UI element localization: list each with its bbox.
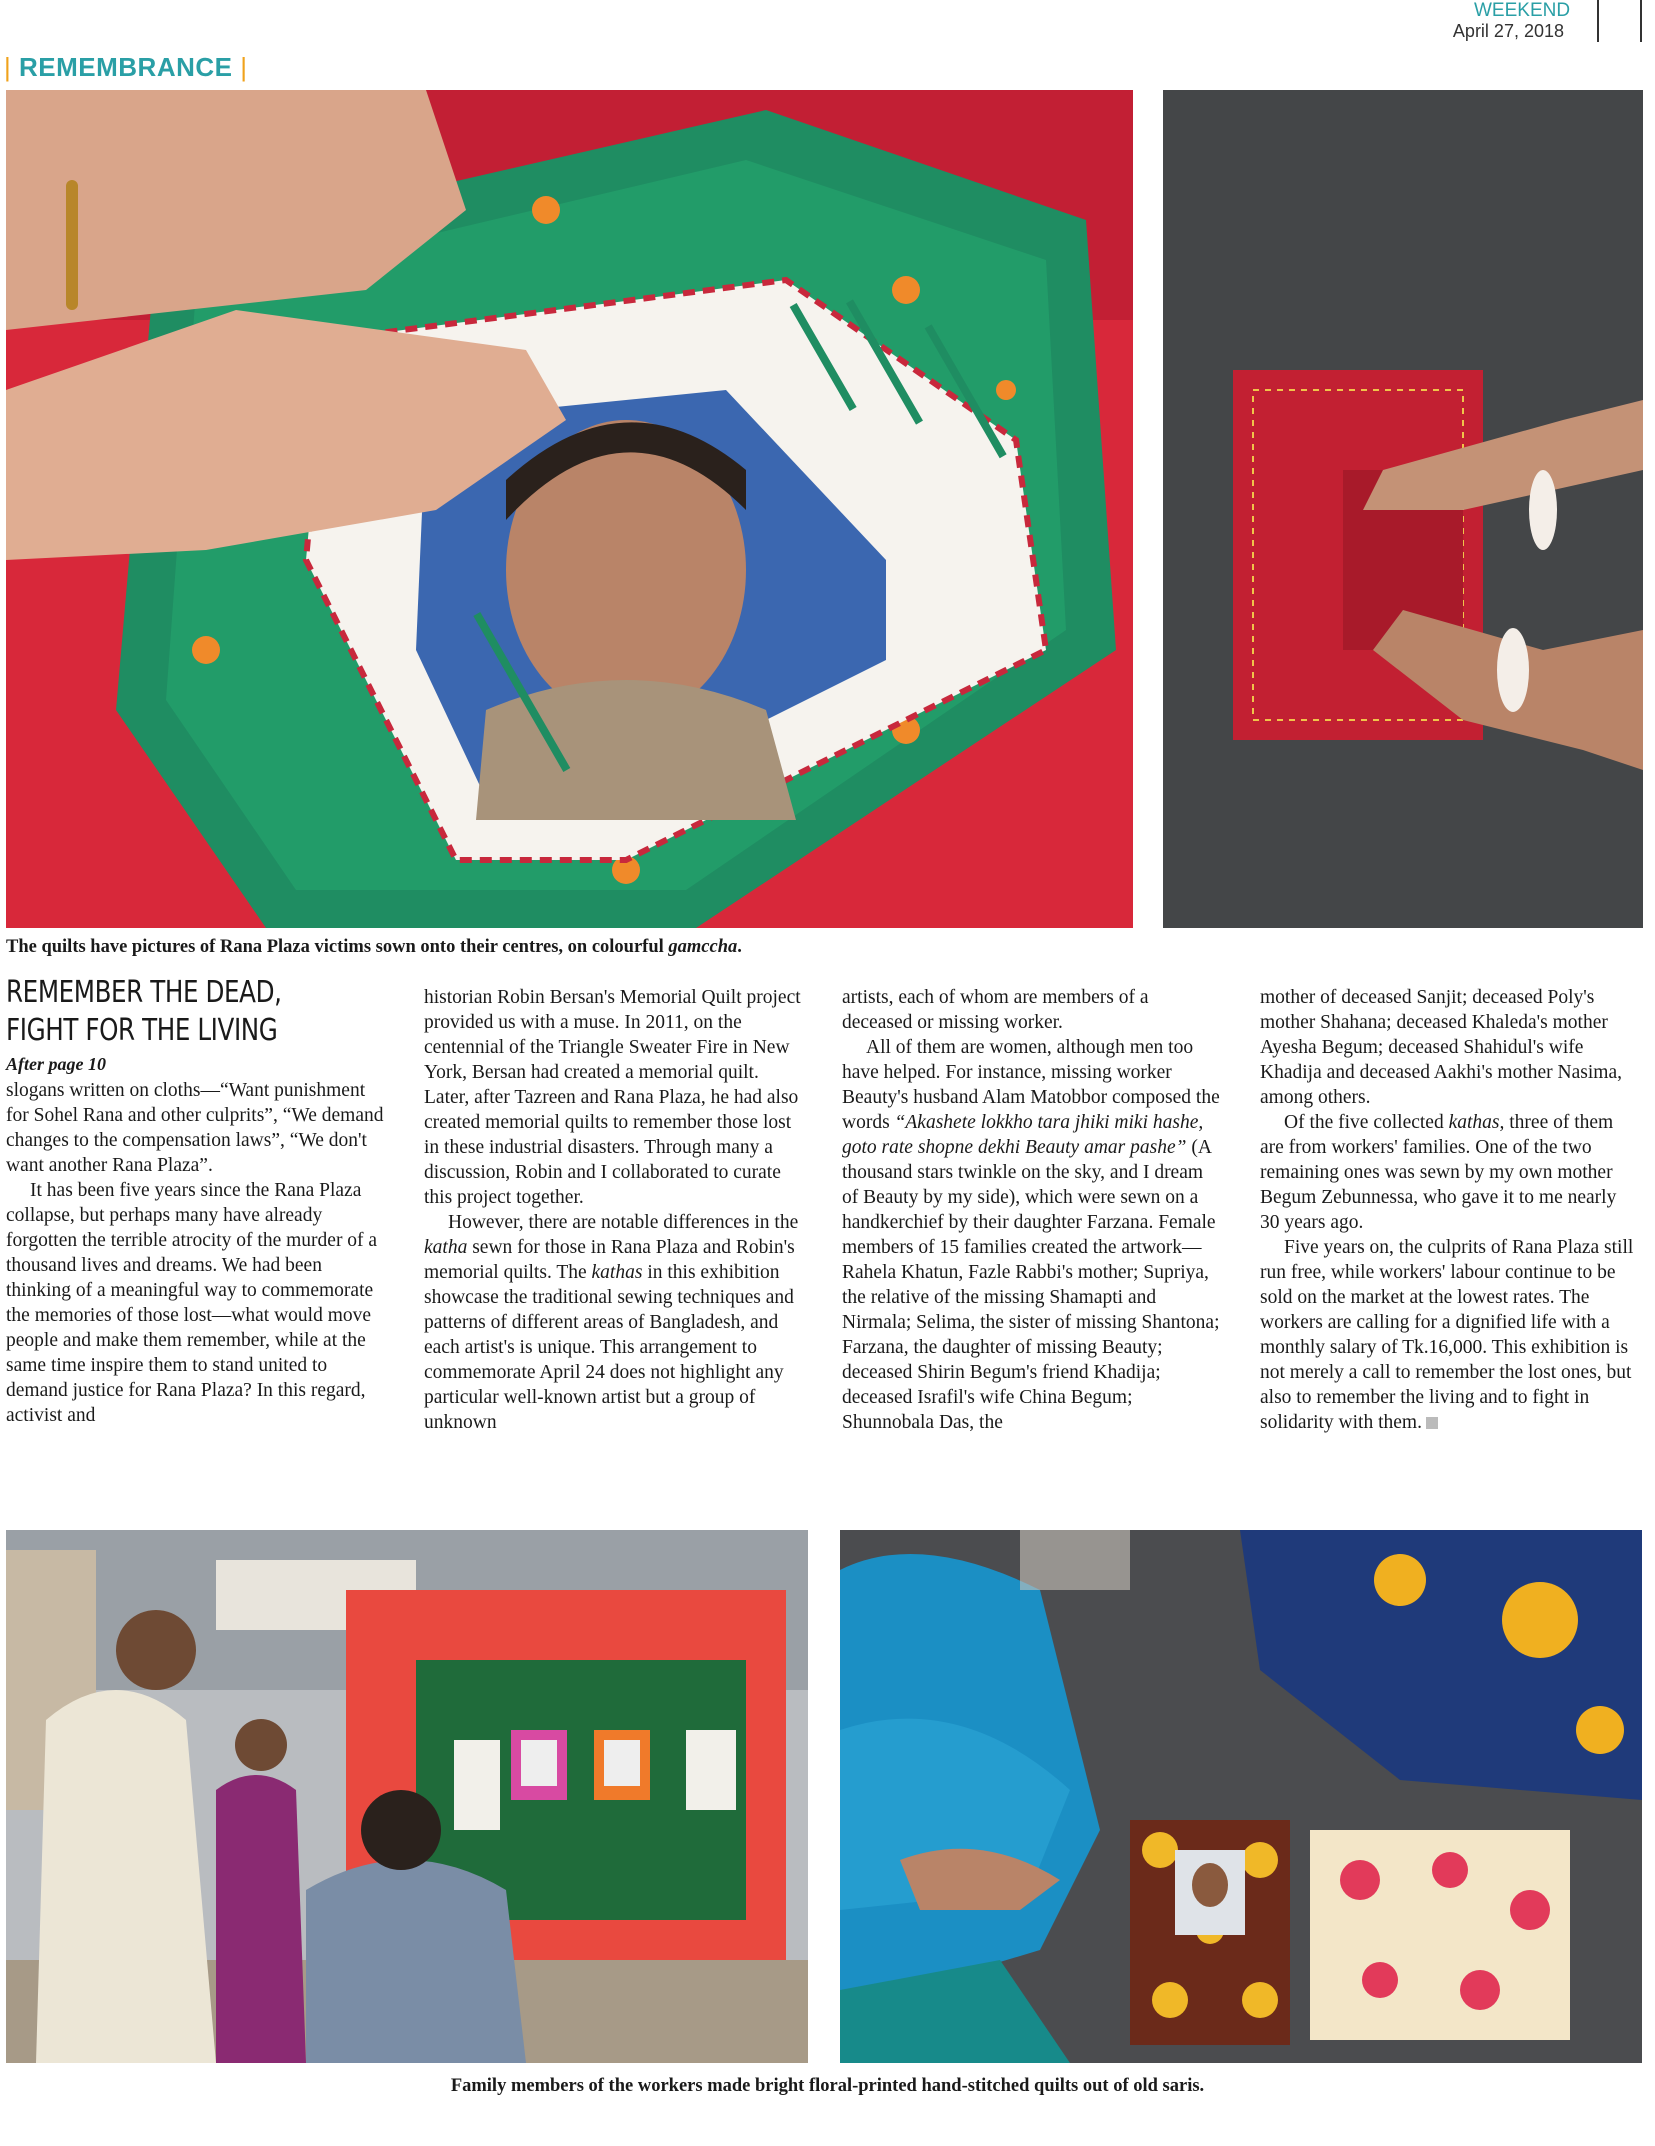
headline-line-2: FIGHT FOR THE LIVING [6, 1013, 278, 1048]
paragraph: artists, each of whom are members of a deceased or missing worker. [842, 987, 1149, 1033]
masthead-divider [1640, 0, 1642, 42]
caption-end: . [737, 937, 742, 957]
bottom-photo-caption: Family members of the workers made bright floral-printed hand-stitched quilts out of old saris. [450, 2076, 1205, 2096]
exhibition-viewers-image [6, 1530, 808, 2063]
text-run: three of them are from workers' families. One of the two remaining ones was sewn by my own mother Begum Zebunnessa, who gave it to me nearly 30 years ago. [1260, 1112, 1617, 1233]
paragraph [842, 1035, 1222, 1435]
text-run: in this exhibition showcase the traditional sewing techniques and patterns of different areas of Bangladesh, and each artist's is unique. This arrangement to commemorate April 24 does not highlight any particular well-known artist but a group of unknown [424, 1262, 794, 1433]
article-column-1 [6, 974, 386, 1428]
italic-term: kathas [591, 1262, 643, 1283]
paragraph [1260, 1235, 1640, 1435]
section-title: REMEMBRANCE [19, 52, 233, 82]
paragraph [1260, 1110, 1640, 1235]
text-run: Five years on, the culprits of Rana Plaza still run free, while workers' labour continue to be sold on the market at the lowest rates. The workers are calling for a dignified life with a monthly salary of Tk.16,000. This exhibition is not merely a call to remember the lost ones, but also to remember the living and to fight in solidarity with them. [1260, 1237, 1634, 1433]
end-mark-icon [1426, 1417, 1438, 1429]
top-photo-caption [6, 935, 1136, 959]
paragraph: mother of deceased Sanjit; deceased Poly's mother Shahana; deceased Khaleda's mother Ayesha Begum; deceased Shahidul's wife Khadija and deceased Aakhi's mother Nasima, among others. [1260, 987, 1622, 1108]
text-run: (A thousand stars twinkle on the sky, and I dream of Beauty by my side), which were sewn on a handkerchief by their daughter Farzana. Female members of 15 families created the artwork—Rahela Khatun, Fazle Rabbi's mother; Supriya, the relative of the missing Shamapti and Nirmala; Selima, the sister of missing Shantona; Farzana, the daughter of missing Beauty; deceased Shirin Begum's friend Khadija; deceased Israfil's wife China Begum; Shunnobala Das, the [842, 1137, 1220, 1433]
caption-italic: gamccha [668, 937, 738, 957]
issue-date: April 27, 2018 [1452, 21, 1564, 41]
italic-term: kathas, [1448, 1112, 1505, 1133]
text-run: Of the five collected [1284, 1112, 1449, 1133]
headline-line-1: REMEMBER THE DEAD, [6, 975, 282, 1010]
caption-text: The quilts have pictures of Rana Plaza victims sown onto their centres, on colourful [6, 937, 669, 957]
women-sewing-quilts-photo [840, 1530, 1642, 2063]
exhibition-viewers-photo [6, 1530, 808, 2063]
quilt-portrait-photo [6, 90, 1133, 928]
section-bar-right: | [240, 52, 248, 82]
headline [6, 974, 318, 1050]
text-run: All of them are women, although men too have helped. For instance, missing worker Beauty's husband Alam Matobbor composed the words [842, 1037, 1220, 1133]
hands-folding-cloth-image [1163, 90, 1643, 928]
italic-quote: “Akashete lokkho tara jhiki miki hashe, goto rate shopne dekhi Beauty amar pashe” [842, 1112, 1204, 1158]
women-sewing-quilts-image [840, 1530, 1642, 2063]
paragraph: It has been five years since the Rana Plaza collapse, but perhaps many have already forgotten the terrible atrocity of the murder of a thousand lives and dreams. We had been thinking of a meaningful way to commemorate the memories of those lost—what would move people and make them remember, while at the same time inspire them to stand united to demand justice for Rana Plaza? In this regard, activist and [6, 1180, 378, 1426]
masthead-divider [1597, 0, 1599, 42]
article-column-4 [1260, 985, 1640, 1435]
italic-term: katha [424, 1237, 468, 1258]
quilt-portrait-image [6, 90, 1133, 928]
section-label [4, 50, 248, 84]
text-run: However, there are notable differences in the [448, 1212, 799, 1233]
paragraph: historian Robin Bersan's Memorial Quilt project provided us with a muse. In 2011, on the centennial of the Triangle Sweater Fire in New York, Bersan had created a memorial quilt. Later, after Tazreen and Rana Plaza, he had also created memorial quilts to remember those lost in these industrial disasters. Through many a discussion, Robin and I collaborated to curate this project together. [424, 987, 801, 1208]
continued-from: After page 10 [6, 1054, 106, 1074]
paragraph [424, 1210, 804, 1435]
edition-label: WEEKEND [1474, 0, 1571, 21]
section-bar-left: | [4, 52, 12, 82]
text-run: sewn for those in Rana Plaza and Robin's memorial quilts. The [424, 1237, 795, 1283]
hands-folding-cloth-photo [1163, 90, 1643, 928]
article-column-3 [842, 985, 1222, 1435]
paragraph: slogans written on cloths—“Want punishment for Sohel Rana and other culprits”, “We demand changes to the compensation laws”, “We don't want another Rana Plaza”. [6, 1080, 384, 1176]
article-column-2 [424, 985, 804, 1435]
